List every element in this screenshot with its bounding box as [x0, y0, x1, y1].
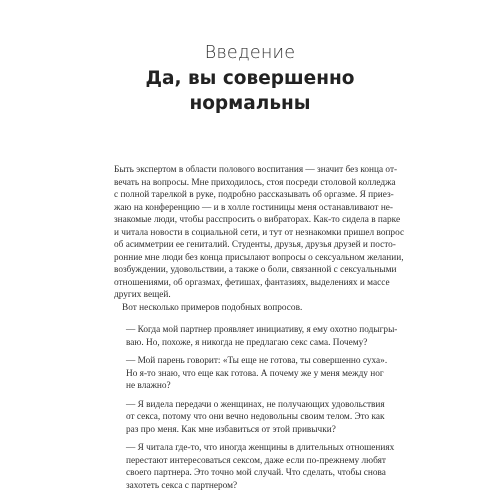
- chapter-title: [0, 66, 500, 116]
- text-line: жаю на конференцию — и в холле гостиницы меня останавливают не-: [114, 202, 394, 213]
- question-1: [114, 324, 398, 349]
- text-line: с полной тарелкой в руке, подробно рассказывать об оргазме. Я приез-: [114, 190, 394, 200]
- text-line: и читала новости в социальной сети, и тут от незнакомки пришел вопрос: [114, 227, 405, 238]
- text-line: возбуждении, удовольствии, а также о боли, связанной с сексуальными: [114, 265, 397, 275]
- text-line: — Когда мой партнер проявляет инициативу, я ему охотно подыгры-: [126, 325, 398, 335]
- examples-intro: Вот несколько примеров подобных вопросов.: [122, 302, 303, 313]
- text-line: своего партнера. Это точно мой случай. Что сделать, чтобы снова: [126, 468, 386, 478]
- text-line: об асимметрии ее гениталий. Студенты, друзья, друзья друзей и посто-: [114, 240, 396, 250]
- text-line: ваю. Но, похоже, я никогда не предлагаю секс сама. Почему?: [126, 337, 368, 348]
- question-2: [114, 355, 387, 393]
- intro-paragraph: [114, 164, 405, 302]
- text-line: раз про меня. Как мне избавиться от этой привычки?: [126, 424, 336, 435]
- question-3: [114, 399, 387, 437]
- chapter-title-line-1: Да, вы совершенно: [145, 68, 355, 89]
- text-line: ронние мне люди без конца присылают вопросы о сексуальном желании,: [114, 252, 404, 263]
- text-line: Но я-то знаю, что еще как готова. А почему же у меня между ног: [126, 368, 384, 379]
- text-line: захотеть секса с партнером?: [126, 480, 238, 491]
- chapter-heading: [0, 42, 500, 116]
- text-line: не влажно?: [126, 381, 171, 391]
- text-line: перестают интересоваться сексом, даже если по-прежнему любят: [126, 455, 386, 466]
- chapter-kicker: Введение: [204, 43, 296, 63]
- text-line: — Я видела передачи о женщинах, не получающих удовольствия: [126, 399, 385, 410]
- chapter-title-line-2: нормальны: [189, 93, 311, 114]
- text-line: вечать на вопросы. Мне приходилось, стоя посреди столовой колледжа: [114, 177, 396, 188]
- text-line: других вещей.: [114, 290, 171, 300]
- text-line: — Я читала где-то, что иногда женщины в длительных отношениях: [126, 443, 395, 453]
- question-4: [114, 442, 395, 492]
- text-line: знакомые люди, чтобы расспросить о вибраторах. Как-то сидела в парке: [114, 215, 401, 225]
- text-line: Быть экспертом в области полового воспитания — значит без конца от-: [114, 165, 398, 175]
- text-line: от секса, потому что они вечно недовольны своим телом. Это как: [126, 412, 385, 422]
- text-line: отношениями, об оргазмах, фетишах, фантазиях, выделениях и массе: [114, 277, 390, 288]
- text-line: — Мой парень говорит: «Ты еще не готова, ты совершенно суха».: [126, 356, 388, 366]
- body-text: [114, 164, 405, 492]
